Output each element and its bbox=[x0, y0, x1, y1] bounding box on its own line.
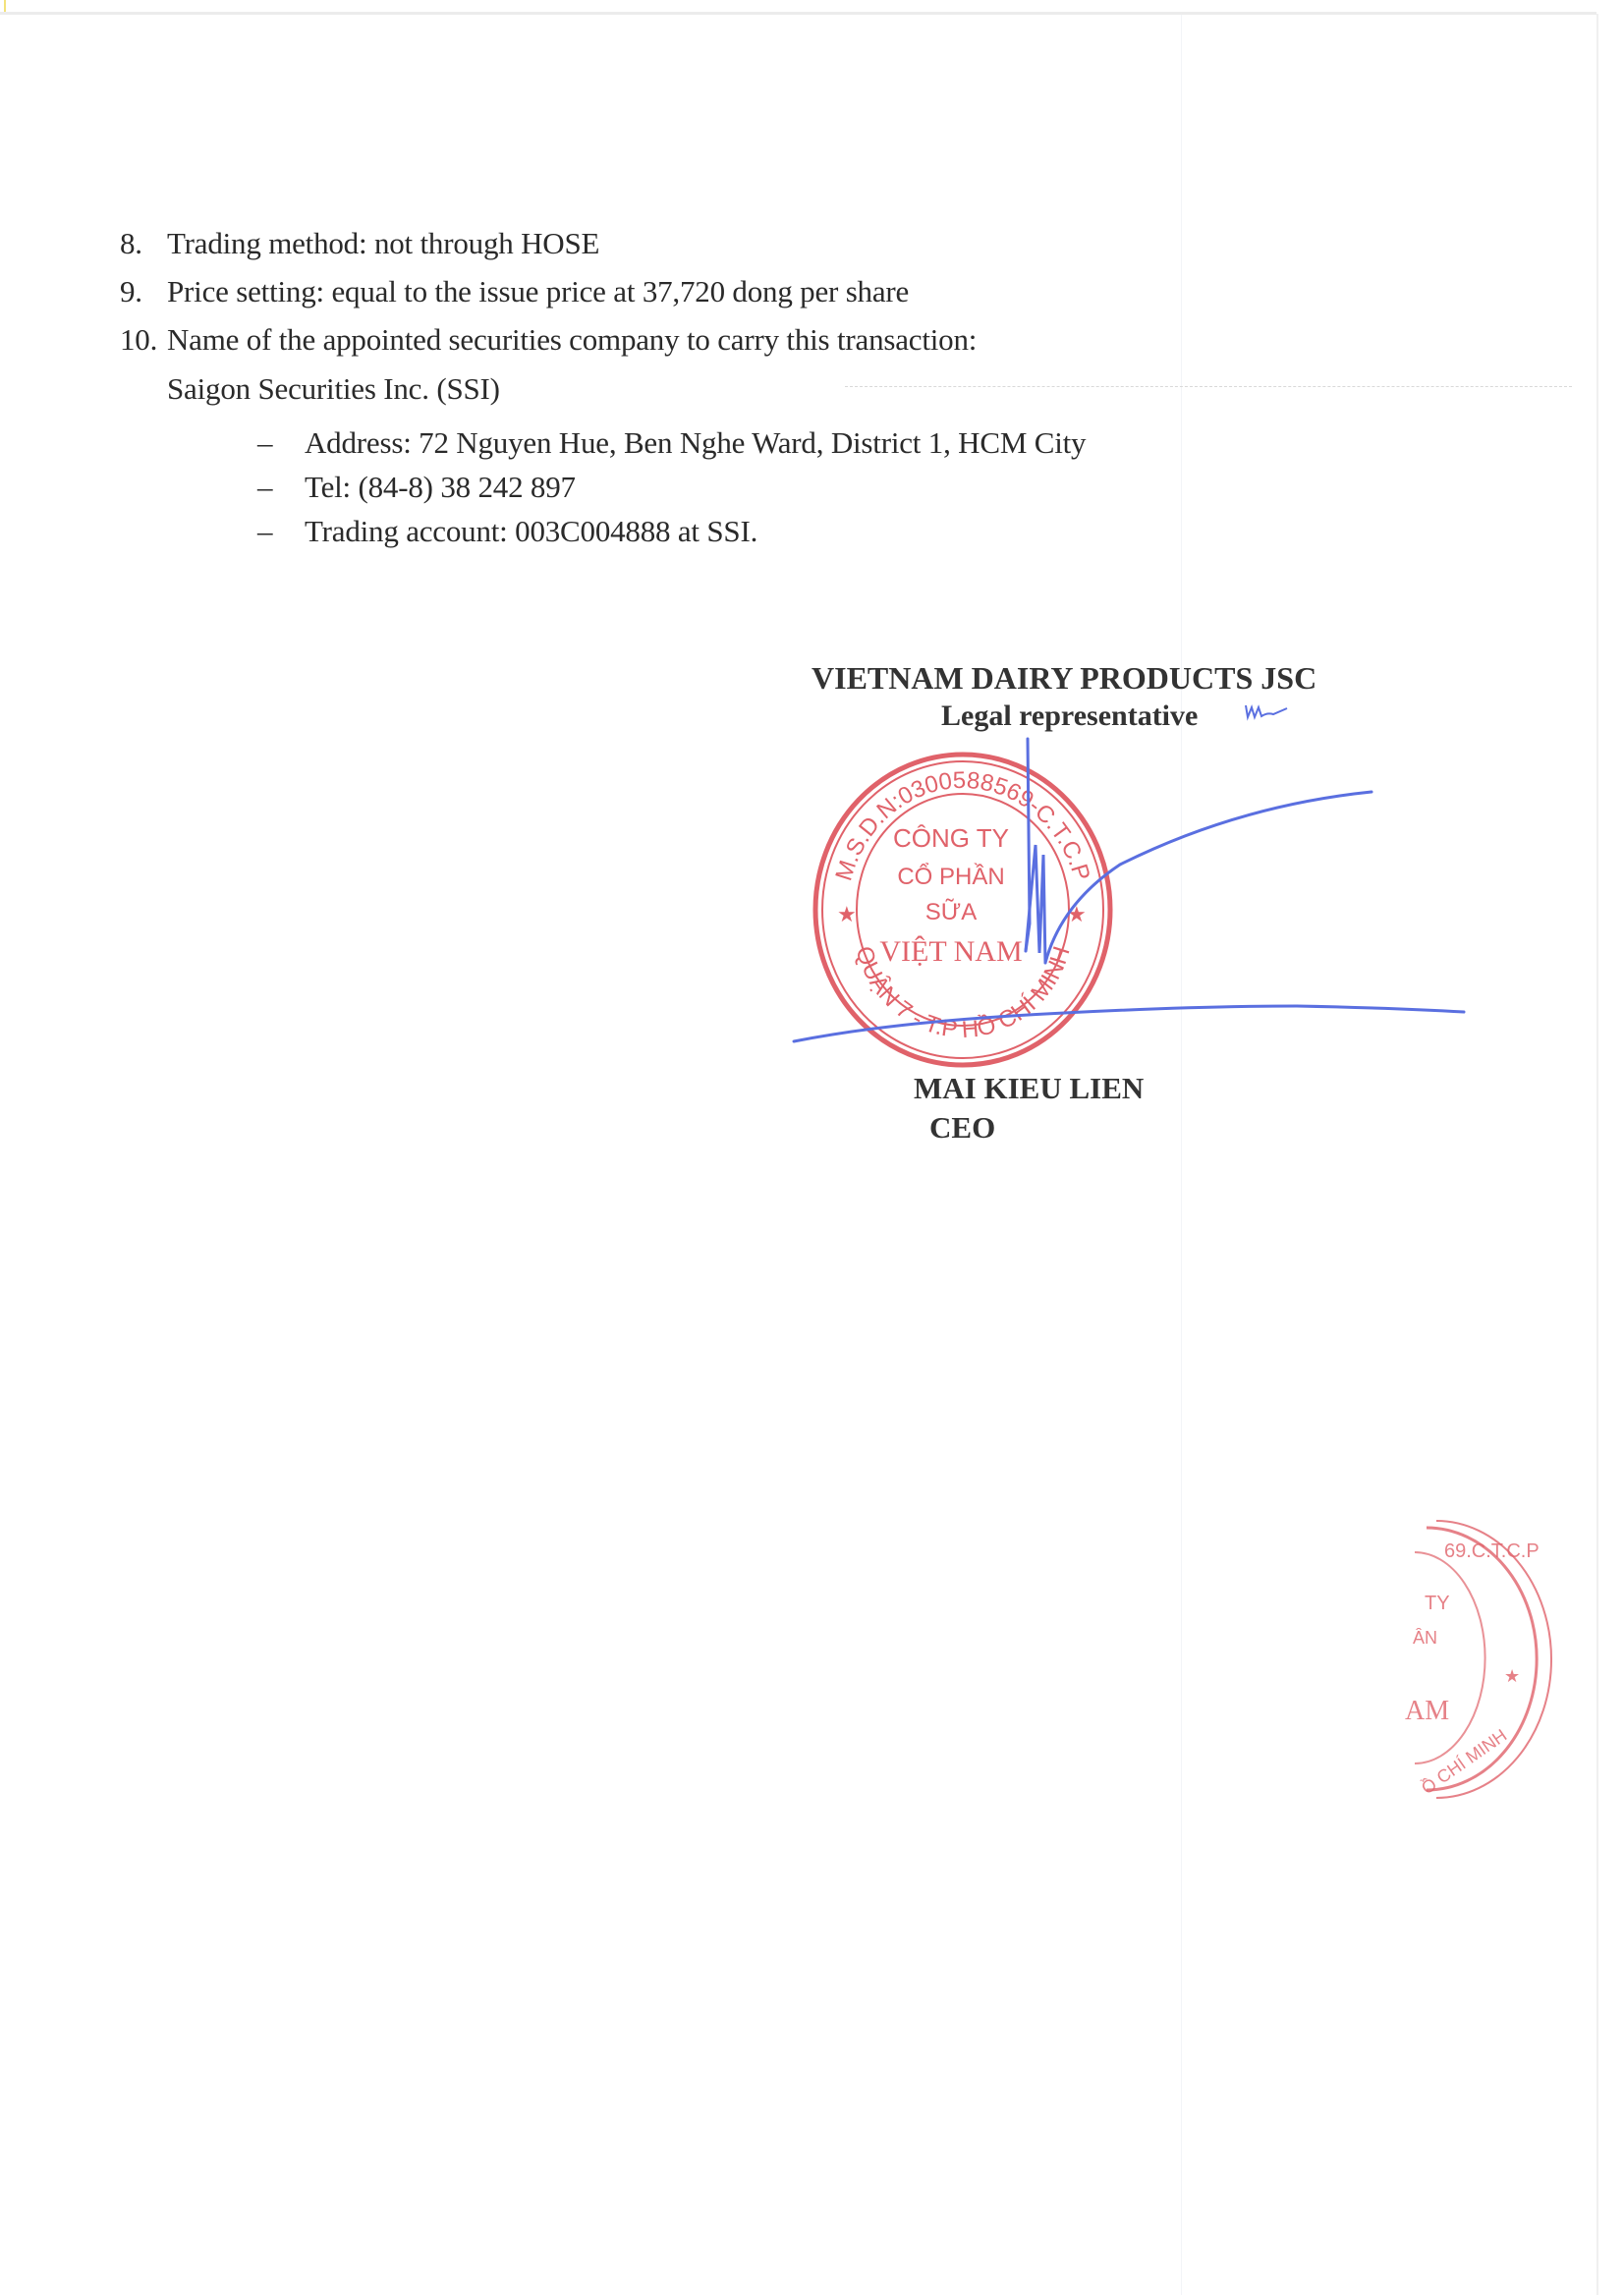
securities-company-name: Saigon Securities Inc. (SSI) bbox=[167, 371, 500, 406]
seal-ring-top-text: M.S.D.N:0300588569-C.T.C.P bbox=[830, 766, 1095, 884]
partial-seal-fragment: ÂN bbox=[1413, 1628, 1438, 1648]
bullet-dash: – bbox=[257, 425, 273, 460]
bullet-dash: – bbox=[257, 470, 273, 504]
partial-seal-fragment: Ồ CHÍ MINH bbox=[1418, 1724, 1511, 1799]
seal-star-right: ★ bbox=[1067, 902, 1087, 926]
detail-text: Tel: (84-8) 38 242 897 bbox=[305, 470, 576, 504]
partial-seal-fragment: AM bbox=[1405, 1696, 1450, 1726]
company-name: VIETNAM DAIRY PRODUCTS JSC bbox=[812, 660, 1317, 696]
item-text: Trading method: not through HOSE bbox=[167, 226, 600, 260]
item-number: 9. bbox=[120, 274, 142, 308]
partial-seal-fragment: 69.C.T.C.P bbox=[1444, 1540, 1540, 1562]
seal-line-2: CỔ PHẦN bbox=[897, 864, 1005, 890]
seal-line-1: CÔNG TY bbox=[893, 823, 1009, 853]
seal-line-4: VIỆT NAM bbox=[879, 935, 1023, 968]
seal-ring-bottom-text: QUẬN 7 - T.P HỒ CHÍ MINH bbox=[850, 943, 1076, 1044]
bullet-dash: – bbox=[257, 514, 273, 548]
partial-seal-star: ★ bbox=[1504, 1666, 1521, 1686]
item-number: 8. bbox=[120, 226, 142, 260]
detail-text: Address: 72 Nguyen Hue, Ben Nghe Ward, District 1, HCM City bbox=[305, 425, 1087, 460]
seal-line-3: SỮA bbox=[924, 899, 978, 925]
item-text: Price setting: equal to the issue price at 37,720 dong per share bbox=[167, 274, 910, 308]
legal-representative-label: Legal representative bbox=[941, 700, 1199, 732]
seal-star-left: ★ bbox=[837, 902, 857, 926]
detail-text: Trading account: 003C004888 at SSI. bbox=[305, 514, 758, 548]
signer-title: CEO bbox=[929, 1110, 996, 1145]
partial-page-seal bbox=[1405, 1521, 1551, 1798]
item-number: 10. bbox=[120, 322, 158, 357]
item-text: Name of the appointed securities company to carry this transaction: bbox=[167, 322, 978, 357]
initials-mark bbox=[1246, 705, 1287, 717]
signer-name: MAI KIEU LIEN bbox=[914, 1071, 1145, 1105]
partial-seal-fragment: TY bbox=[1425, 1593, 1450, 1614]
